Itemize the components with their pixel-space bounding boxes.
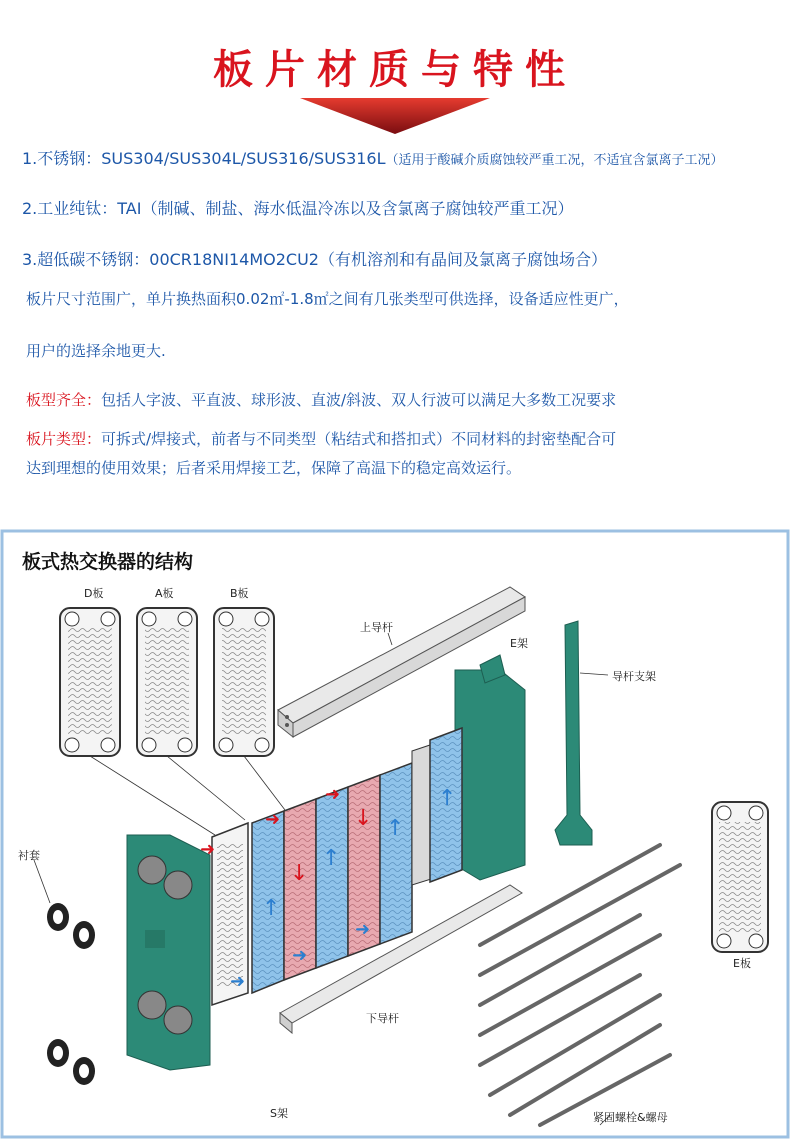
material-note: （制碱、制盐、海水低温冷冻以及含氯离子腐蚀较严重工况） <box>141 199 574 218</box>
material-line-1 <box>22 146 724 169</box>
page-title: 板片材质与特性 <box>213 47 577 93</box>
feature-text: 可拆式/焊接式，前者与不同类型（粘结式和搭扣式）不同材料的封密垫配合可 <box>101 430 617 448</box>
svg-text:↑: ↑ <box>262 896 281 921</box>
plate-b <box>214 608 274 756</box>
label-e-plate: E板 <box>733 957 751 970</box>
material-note: （有机溶剂和有晶间及氯离子腐蚀场合） <box>318 250 607 269</box>
exchanger-illustration <box>0 525 790 1139</box>
material-note: （适用于酸碱介质腐蚀较严重工况，不适宜含氯离子工况） <box>385 153 724 168</box>
feature-text: 包括人字波、平直波、球形波、直波/斜波、双人行波可以满足大多数工况要求 <box>101 391 617 409</box>
e-frame <box>455 655 525 880</box>
title-banner <box>0 0 790 140</box>
structure-diagram <box>0 525 790 1139</box>
feature-key: 板片类型： <box>26 430 102 448</box>
svg-text:➜: ➜ <box>265 809 281 830</box>
plate-pack <box>200 728 462 1005</box>
s-frame <box>127 835 210 1070</box>
label-e-frame: E架 <box>510 637 528 650</box>
plate-a <box>137 608 197 756</box>
svg-text:➜: ➜ <box>230 971 246 992</box>
label-a-plate: A板 <box>155 587 174 600</box>
svg-text:➜: ➜ <box>355 919 371 940</box>
guide-support <box>555 621 592 845</box>
feature-line-2 <box>26 428 616 449</box>
feature-key: 板型齐全： <box>26 391 102 409</box>
label-bushing: 衬套 <box>18 849 40 862</box>
feature-line-3: 达到理想的使用效果；后者采用焊接工艺，保障了高温下的稳定高效运行。 <box>26 459 522 477</box>
plate-d <box>60 608 120 756</box>
svg-text:↑: ↑ <box>386 816 405 841</box>
diagram-title: 板式热交换器的结构 <box>22 551 194 573</box>
label-upper-rod: 上导杆 <box>360 621 393 634</box>
svg-text:↑: ↑ <box>322 846 341 871</box>
title-chevron-icon <box>300 98 490 138</box>
svg-text:➜: ➜ <box>325 784 341 805</box>
label-d-plate: D板 <box>84 587 104 600</box>
plate-e <box>712 802 768 952</box>
svg-text:↓: ↓ <box>290 861 309 886</box>
svg-text:↓: ↓ <box>354 806 373 831</box>
label-lower-rod: 下导杆 <box>366 1012 399 1025</box>
label-bolts: 紧固螺栓&螺母 <box>593 1111 668 1124</box>
material-line-3 <box>22 247 607 270</box>
svg-text:↑: ↑ <box>438 786 457 811</box>
description-line-1: 板片尺寸范围广，单片换热面积0.02㎡-1.8㎡之间有几张类型可供选择，设备适应性更广， <box>26 290 629 308</box>
description-line-2: 用户的选择余地更大. <box>26 342 166 360</box>
label-guide-support: 导杆支架 <box>612 670 656 683</box>
svg-text:➜: ➜ <box>292 945 308 966</box>
material-label: 3.超低碳不锈钢：00CR18NI14MO2CU2 <box>22 250 319 269</box>
feature-line-1 <box>26 389 616 410</box>
material-label: 1.不锈钢：SUS304/SUS304L/SUS316/SUS316L <box>22 149 386 168</box>
material-line-2 <box>22 196 573 219</box>
svg-text:➜: ➜ <box>200 839 216 860</box>
label-b-plate: B板 <box>230 587 249 600</box>
label-s-frame: S架 <box>270 1107 288 1120</box>
bushing-icons <box>47 903 95 1085</box>
material-label: 2.工业纯钛：TAI <box>22 199 142 218</box>
